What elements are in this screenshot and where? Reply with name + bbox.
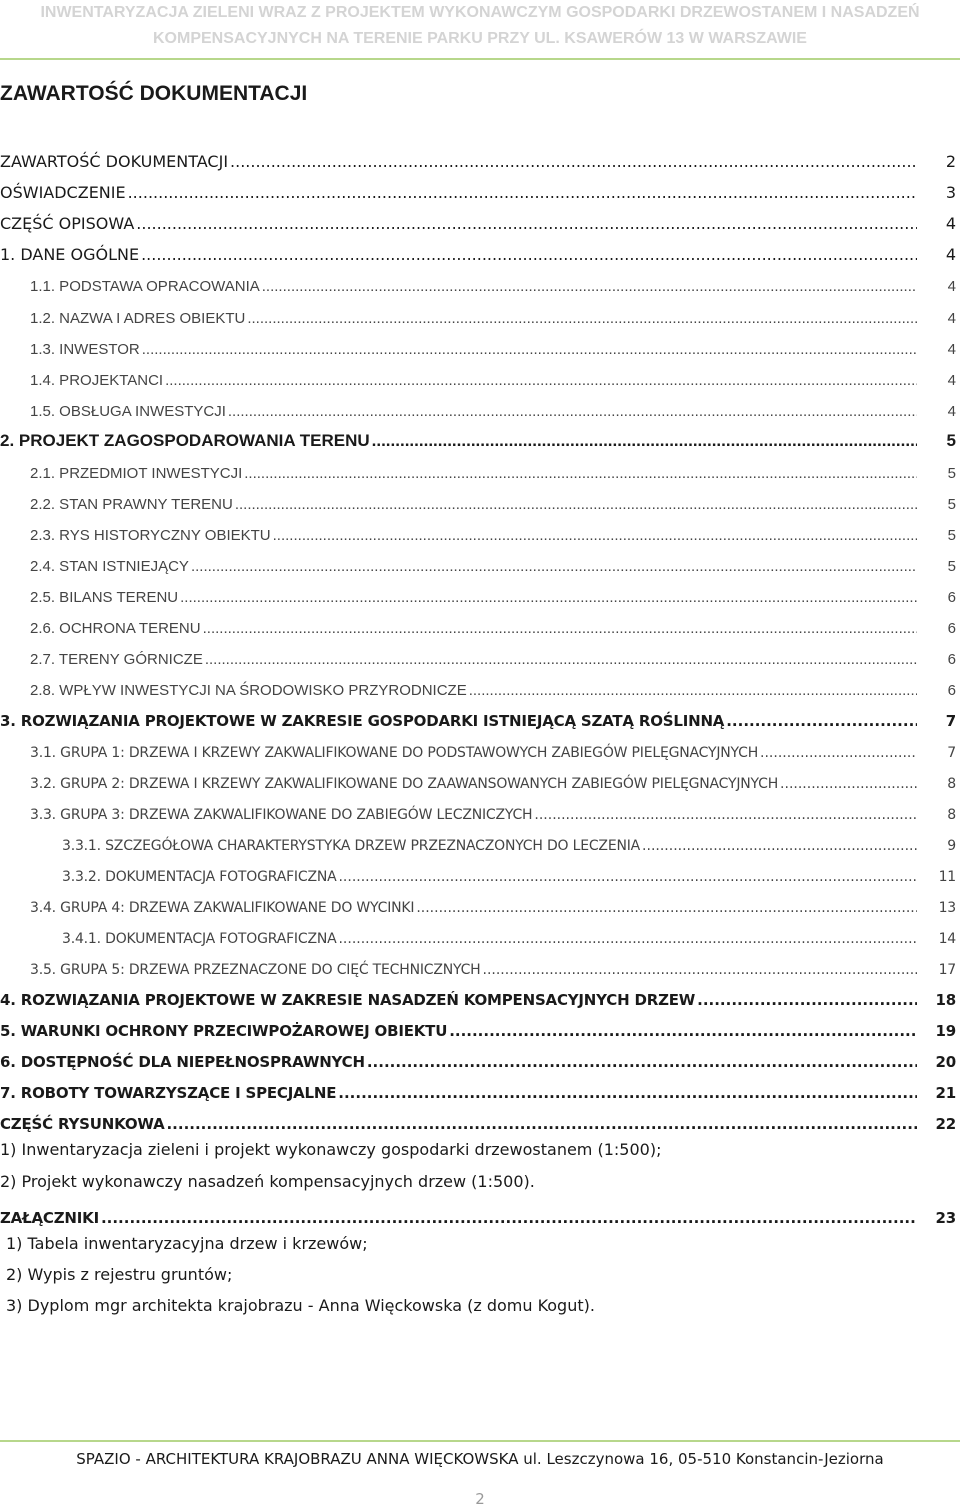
header-line-1: INWENTARYZACJA ZIELENI WRAZ Z PROJEKTEM WYKONAWCZYM GOSPODARKI DRZEWOSTANEM I NASADZEŃ bbox=[40, 4, 920, 21]
toc-leader bbox=[780, 774, 917, 792]
toc-entry[interactable] bbox=[30, 551, 956, 575]
attachment-item: 1) Tabela inwentaryzacyjna drzew i krzewów; bbox=[6, 1234, 368, 1253]
toc-entry-label: 3.3. GRUPA 3: DRZEWA ZAKWALIFIKOWANE DO ZABIEGÓW LECZNICZYCH bbox=[30, 807, 533, 823]
toc-entry-label: 3.4. GRUPA 4: DRZEWA ZAKWALIFIKOWANE DO WYCINKI bbox=[30, 900, 415, 916]
toc-entry-page: 7 bbox=[947, 745, 956, 761]
toc-leader bbox=[726, 712, 917, 730]
toc-leader bbox=[367, 1053, 917, 1071]
toc-entry-page: 23 bbox=[935, 1209, 956, 1227]
attachment-item: 3) Dyplom mgr architekta krajobrazu - Anna Więckowska (z domu Kogut). bbox=[6, 1296, 595, 1315]
toc-leader bbox=[697, 991, 917, 1009]
toc-entry-page: 4 bbox=[947, 278, 956, 295]
toc-entry-page: 19 bbox=[935, 1022, 956, 1040]
toc-entry-label: 1.2. NAZWA I ADRES OBIEKTU bbox=[30, 310, 246, 327]
toc-entry-label: 3.2. GRUPA 2: DRZEWA I KRZEWY ZAKWALIFIKOWANE DO ZAAWANSOWANYCH ZABIEGÓW PIELĘGNACYJNYCH bbox=[30, 776, 779, 792]
toc-entry[interactable] bbox=[0, 1109, 956, 1133]
toc-entry[interactable] bbox=[30, 768, 956, 792]
document-title: ZAWARTOŚĆ DOKUMENTACJI bbox=[0, 82, 308, 105]
toc-leader bbox=[372, 433, 917, 451]
toc-entry-page: 5 bbox=[947, 527, 956, 544]
toc-leader bbox=[228, 402, 917, 420]
toc-entry-label: 1.5. OBSŁUGA INWESTYCJI bbox=[30, 403, 226, 420]
toc-leader bbox=[247, 309, 917, 327]
toc-entry-page: 7 bbox=[945, 712, 956, 730]
toc-entry[interactable] bbox=[0, 1078, 956, 1102]
toc-entry-label: ZAWARTOŚĆ DOKUMENTACJI bbox=[0, 152, 229, 171]
toc-entry[interactable] bbox=[30, 892, 956, 916]
toc-entry[interactable] bbox=[0, 209, 956, 233]
toc-entry-label: 2.8. WPŁYW INWESTYCJI NA ŚRODOWISKO PRZYRODNICZE bbox=[30, 682, 467, 699]
toc-entry-page: 13 bbox=[938, 900, 956, 916]
header-line-2: KOMPENSACYJNYCH NA TERENIE PARKU PRZY UL. KSAWERÓW 13 W WARSZAWIE bbox=[153, 30, 807, 47]
toc-entry-label: 1.3. INWESTOR bbox=[30, 341, 140, 358]
toc-entry-label: CZĘŚĆ RYSUNKOWA bbox=[0, 1115, 165, 1133]
toc-entry[interactable] bbox=[30, 520, 956, 544]
drawing-item: 2) Projekt wykonawczy nasadzeń kompensacyjnych drzew (1:500). bbox=[0, 1172, 535, 1191]
toc-entry[interactable] bbox=[0, 1047, 956, 1071]
toc-leader bbox=[136, 215, 917, 233]
toc-leader bbox=[180, 588, 917, 606]
toc-leader bbox=[203, 619, 917, 637]
toc-leader bbox=[205, 650, 917, 668]
toc-leader bbox=[416, 898, 917, 916]
toc-entry-label: 2.6. OCHRONA TERENU bbox=[30, 620, 201, 637]
toc-entry-page: 4 bbox=[945, 245, 956, 264]
toc-leader bbox=[534, 805, 917, 823]
toc-entry[interactable] bbox=[0, 1016, 956, 1040]
toc-entry-page: 4 bbox=[947, 403, 956, 420]
toc-entry-label: ZAŁĄCZNIKI bbox=[0, 1209, 99, 1227]
toc-leader bbox=[273, 526, 917, 544]
toc-entry[interactable] bbox=[30, 582, 956, 606]
page-number: 2 bbox=[475, 1490, 485, 1508]
toc-entry-label: 5. WARUNKI OCHRONY PRZECIWPOŻAROWEJ OBIEKTU bbox=[0, 1022, 448, 1040]
toc-entry[interactable] bbox=[30, 271, 956, 295]
toc-entry-label: 1.1. PODSTAWA OPRACOWANIA bbox=[30, 278, 260, 295]
toc-entry-label: 3.3.2. DOKUMENTACJA FOTOGRAFICZNA bbox=[62, 869, 337, 885]
toc-leader bbox=[469, 681, 917, 699]
toc-leader bbox=[101, 1209, 917, 1227]
toc-leader bbox=[449, 1022, 917, 1040]
toc-entry-label: 2.3. RYS HISTORYCZNY OBIEKTU bbox=[30, 527, 271, 544]
page-header bbox=[0, 0, 960, 52]
toc-leader bbox=[166, 1115, 917, 1133]
toc-leader bbox=[230, 153, 917, 171]
toc-entry-label: 2. PROJEKT ZAGOSPODAROWANIA TERENU bbox=[0, 431, 370, 450]
toc-entry-page: 3 bbox=[945, 183, 956, 202]
toc-entry-page: 2 bbox=[945, 152, 956, 171]
toc-leader bbox=[128, 184, 917, 202]
toc-entry-page: 6 bbox=[947, 620, 956, 637]
toc-entry-page: 6 bbox=[947, 589, 956, 606]
toc-leader bbox=[235, 495, 917, 513]
toc-entry[interactable] bbox=[0, 240, 956, 264]
toc-entry[interactable] bbox=[0, 147, 956, 171]
toc-entry-page: 5 bbox=[947, 465, 956, 482]
toc-entry[interactable] bbox=[30, 644, 956, 668]
toc-entry-page: 4 bbox=[947, 372, 956, 389]
toc-entry[interactable] bbox=[30, 458, 956, 482]
toc-entry-label: 3.4.1. DOKUMENTACJA FOTOGRAFICZNA bbox=[62, 931, 337, 947]
toc-entry[interactable] bbox=[30, 365, 956, 389]
toc-entry[interactable] bbox=[62, 830, 956, 854]
header-divider bbox=[0, 58, 960, 60]
toc-entry[interactable] bbox=[30, 334, 956, 358]
toc-entry-page: 6 bbox=[947, 682, 956, 699]
drawing-item: 1) Inwentaryzacja zieleni i projekt wykonawczy gospodarki drzewostanem (1:500); bbox=[0, 1140, 662, 1159]
toc-entry-page: 4 bbox=[947, 310, 956, 327]
toc-leader bbox=[338, 867, 917, 885]
toc-entry-label: 1. DANE OGÓLNE bbox=[0, 245, 140, 264]
toc-entry[interactable] bbox=[0, 706, 956, 730]
toc-entry-label: 4. ROZWIĄZANIA PROJEKTOWE W ZAKRESIE NASADZEŃ KOMPENSACYJNYCH DRZEW bbox=[0, 991, 696, 1009]
toc-entry-page: 17 bbox=[938, 962, 956, 978]
toc-entry-page: 4 bbox=[947, 341, 956, 358]
toc-entry[interactable] bbox=[30, 737, 956, 761]
toc-entry-page: 14 bbox=[938, 931, 956, 947]
toc-entry-label: 3. ROZWIĄZANIA PROJEKTOWE W ZAKRESIE GOSPODARKI ISTNIEJĄCĄ SZATĄ ROŚLINNĄ bbox=[0, 712, 725, 730]
page-footer: SPAZIO - ARCHITEKTURA KRAJOBRAZU ANNA WIĘCKOWSKA ul. Leszczynowa 16, 05-510 Konstancin-Jeziorna bbox=[76, 1450, 884, 1468]
toc-entry-label: 2.1. PRZEDMIOT INWESTYCJI bbox=[30, 465, 243, 482]
toc-entry-label: 2.4. STAN ISTNIEJĄCY bbox=[30, 558, 189, 575]
toc-entry-page: 5 bbox=[947, 558, 956, 575]
toc-entry[interactable] bbox=[0, 178, 956, 202]
toc-entry-page: 5 bbox=[946, 431, 956, 450]
footer-divider bbox=[0, 1440, 960, 1442]
toc-entry-page: 8 bbox=[947, 776, 956, 792]
toc-entry[interactable] bbox=[0, 1203, 956, 1227]
toc-entry-label: 3.5. GRUPA 5: DRZEWA PRZEZNACZONE DO CIĘĆ TECHNICZNYCH bbox=[30, 962, 481, 978]
toc-entry-page: 5 bbox=[947, 496, 956, 513]
toc-entry-label: 3.3.1. SZCZEGÓŁOWA CHARAKTERYSTYKA DRZEW PRZEZNACZONYCH DO LECZENIA bbox=[62, 838, 641, 854]
toc-entry[interactable] bbox=[30, 675, 956, 699]
toc-entry-label: 3.1. GRUPA 1: DRZEWA I KRZEWY ZAKWALIFIKOWANE DO PODSTAWOWYCH ZABIEGÓW PIELĘGNACYJNYCH bbox=[30, 745, 759, 761]
toc-entry-page: 4 bbox=[945, 214, 956, 233]
toc-entry-label: 2.2. STAN PRAWNY TERENU bbox=[30, 496, 233, 513]
toc-leader bbox=[165, 371, 917, 389]
toc-entry[interactable] bbox=[62, 861, 956, 885]
toc-entry-page: 8 bbox=[947, 807, 956, 823]
toc-entry[interactable] bbox=[30, 954, 956, 978]
toc-entry[interactable] bbox=[30, 799, 956, 823]
toc-entry-page: 9 bbox=[947, 838, 956, 854]
toc-entry-page: 21 bbox=[935, 1084, 956, 1102]
toc-entry-label: 1.4. PROJEKTANCI bbox=[30, 372, 164, 389]
toc-entry[interactable] bbox=[30, 613, 956, 637]
toc-leader bbox=[262, 277, 917, 295]
toc-leader bbox=[244, 464, 917, 482]
toc-entry-page: 22 bbox=[935, 1115, 956, 1133]
toc-entry-label: OŚWIADCZENIE bbox=[0, 183, 126, 202]
toc-entry-page: 11 bbox=[938, 869, 956, 885]
toc-entry[interactable] bbox=[62, 923, 956, 947]
toc-entry-label: CZĘŚĆ OPISOWA bbox=[0, 214, 135, 233]
toc-entry[interactable] bbox=[0, 985, 956, 1009]
toc-entry-page: 20 bbox=[935, 1053, 956, 1071]
toc-entry-label: 6. DOSTĘPNOŚĆ DLA NIEPEŁNOSPRAWNYCH bbox=[0, 1053, 365, 1071]
toc-entry[interactable] bbox=[30, 489, 956, 513]
toc-entry[interactable] bbox=[30, 303, 956, 327]
toc-entry[interactable] bbox=[0, 427, 956, 451]
toc-leader bbox=[760, 743, 917, 761]
toc-leader bbox=[142, 340, 917, 358]
toc-leader bbox=[191, 557, 917, 575]
attachment-item: 2) Wypis z rejestru gruntów; bbox=[6, 1265, 233, 1284]
toc-leader bbox=[483, 960, 918, 978]
toc-entry-label: 2.5. BILANS TERENU bbox=[30, 589, 179, 606]
toc-entry-label: 2.7. TERENY GÓRNICZE bbox=[30, 651, 203, 668]
toc-leader bbox=[141, 246, 917, 264]
toc-leader bbox=[338, 929, 917, 947]
toc-leader bbox=[338, 1084, 917, 1102]
toc-entry[interactable] bbox=[30, 396, 956, 420]
toc-entry-label: 7. ROBOTY TOWARZYSZĄCE I SPECJALNE bbox=[0, 1084, 337, 1102]
toc-entry-page: 18 bbox=[935, 991, 956, 1009]
toc-leader bbox=[642, 836, 917, 854]
toc-entry-page: 6 bbox=[947, 651, 956, 668]
